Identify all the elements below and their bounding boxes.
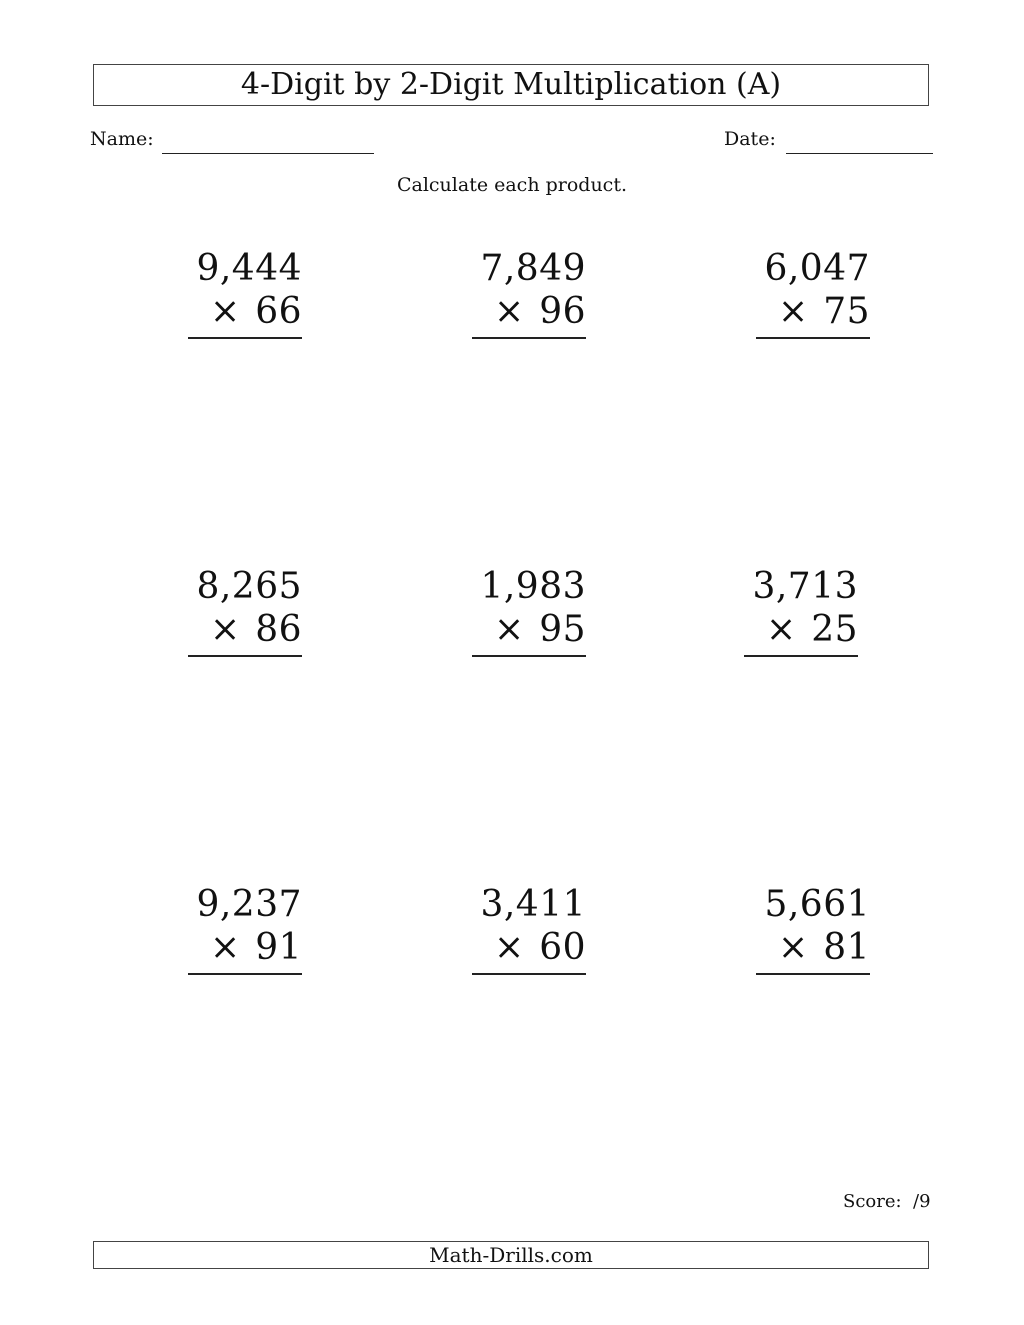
date-field-line[interactable] bbox=[786, 153, 933, 154]
times-icon: × bbox=[494, 291, 525, 332]
times-icon: × bbox=[210, 291, 241, 332]
answer-line[interactable] bbox=[756, 973, 870, 975]
answer-line[interactable] bbox=[472, 655, 586, 657]
multiplicand: 7,849 bbox=[480, 248, 586, 289]
multiplier: 66 bbox=[255, 291, 302, 332]
worksheet-title: 4-Digit by 2-Digit Multiplication (A) bbox=[240, 67, 782, 102]
name-field-line[interactable] bbox=[162, 153, 374, 154]
multiplicand: 6,047 bbox=[764, 248, 870, 289]
date-label: Date: bbox=[724, 128, 776, 150]
multiplier: 96 bbox=[539, 291, 586, 332]
multiplicand: 3,411 bbox=[480, 884, 586, 925]
multiplier: 86 bbox=[255, 609, 302, 650]
multiplier: 25 bbox=[811, 609, 858, 650]
multiplier: 91 bbox=[255, 927, 302, 968]
multiplier: 81 bbox=[823, 927, 870, 968]
multiplicand: 5,661 bbox=[764, 884, 870, 925]
answer-line[interactable] bbox=[188, 973, 302, 975]
multiplier: 95 bbox=[539, 609, 586, 650]
multiplier: 75 bbox=[823, 291, 870, 332]
multiplicand: 8,265 bbox=[196, 566, 302, 607]
problem-3 bbox=[730, 248, 870, 351]
times-icon: × bbox=[494, 927, 525, 968]
multiplicand: 1,983 bbox=[480, 566, 586, 607]
times-icon: × bbox=[766, 609, 797, 650]
multiplicand: 3,713 bbox=[752, 566, 858, 607]
times-icon: × bbox=[494, 609, 525, 650]
problem-9 bbox=[730, 884, 870, 987]
answer-line[interactable] bbox=[188, 655, 302, 657]
problem-5 bbox=[446, 566, 586, 669]
score-total: /9 bbox=[913, 1191, 931, 1212]
name-label: Name: bbox=[90, 128, 154, 150]
problem-8 bbox=[446, 884, 586, 987]
score-label: Score: bbox=[843, 1191, 902, 1212]
answer-line[interactable] bbox=[188, 337, 302, 339]
problem-2 bbox=[446, 248, 586, 351]
times-icon: × bbox=[778, 927, 809, 968]
problem-4 bbox=[162, 566, 302, 669]
answer-line[interactable] bbox=[472, 973, 586, 975]
instructions-text: Calculate each product. bbox=[396, 174, 628, 196]
title-box bbox=[93, 64, 929, 106]
footer-box bbox=[93, 1241, 929, 1269]
times-icon: × bbox=[210, 609, 241, 650]
multiplicand: 9,444 bbox=[196, 248, 302, 289]
footer-site: Math-Drills.com bbox=[429, 1243, 593, 1267]
times-icon: × bbox=[778, 291, 809, 332]
multiplicand: 9,237 bbox=[196, 884, 302, 925]
answer-line[interactable] bbox=[744, 655, 858, 657]
problem-6 bbox=[718, 566, 858, 669]
problem-7 bbox=[162, 884, 302, 987]
multiplier: 60 bbox=[539, 927, 586, 968]
answer-line[interactable] bbox=[756, 337, 870, 339]
times-icon: × bbox=[210, 927, 241, 968]
answer-line[interactable] bbox=[472, 337, 586, 339]
problem-1 bbox=[162, 248, 302, 351]
